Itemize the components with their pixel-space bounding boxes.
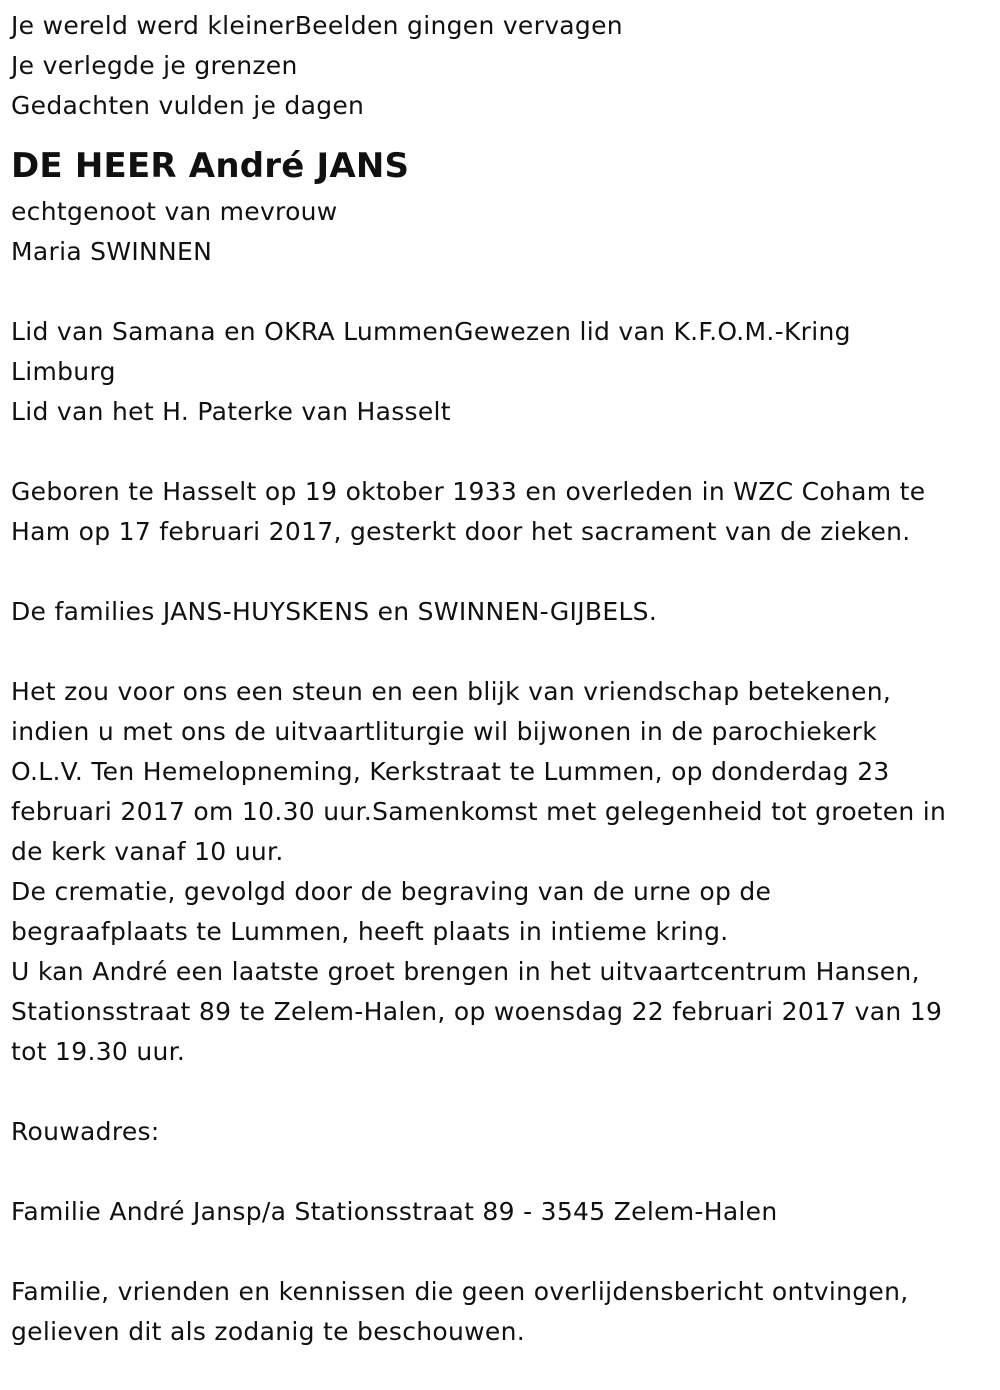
- poem-line: Je wereld werd kleinerBeelden gingen vervagen: [11, 11, 623, 40]
- spouse-line: echtgenoot van mevrouw: [11, 197, 338, 226]
- spouse-line: Maria SWINNEN: [11, 237, 213, 266]
- birth-death-info: [11, 472, 991, 552]
- address-label: Rouwadres:: [11, 1117, 160, 1146]
- ceremony-info: [11, 672, 991, 1072]
- poem-line: Gedachten vulden je dagen: [11, 91, 365, 120]
- poem-line: Je verlegde je grenzen: [11, 51, 298, 80]
- closing-line: gelieven dit als zodanig te beschouwen.: [11, 1317, 525, 1346]
- spacer: [11, 1072, 991, 1112]
- membership-line: Limburg: [11, 357, 116, 386]
- poem: [11, 6, 991, 126]
- spouse-info: [11, 192, 991, 272]
- birth-death-line: Ham op 17 februari 2017, gesterkt door het sacrament van de zieken.: [11, 517, 911, 546]
- ceremony-line: De crematie, gevolgd door de begraving van de urne op de: [11, 877, 772, 906]
- ceremony-line: Het zou voor ons een steun en een blijk van vriendschap betekenen,: [11, 677, 892, 706]
- memberships: [11, 312, 991, 432]
- ceremony-line: Stationsstraat 89 te Zelem-Halen, op woensdag 22 februari 2017 van 19: [11, 997, 943, 1026]
- closing-line: Familie, vrienden en kennissen die geen overlijdensbericht ontvingen,: [11, 1277, 909, 1306]
- deceased-name-heading: DE HEER André JANS: [11, 146, 410, 186]
- address-line: Familie André Jansp/a Stationsstraat 89 - 3545 Zelem-Halen: [11, 1197, 778, 1226]
- membership-line: Lid van Samana en OKRA LummenGewezen lid van K.F.O.M.-Kring: [11, 317, 851, 346]
- ceremony-line: indien u met ons de uitvaartliturgie wil bijwonen in de parochiekerk: [11, 717, 877, 746]
- spacer: [11, 552, 991, 592]
- spacer: [11, 432, 991, 472]
- closing-note: [11, 1272, 991, 1352]
- spacer: [11, 1152, 991, 1192]
- ceremony-line: U kan André een laatste groet brengen in het uitvaartcentrum Hansen,: [11, 957, 920, 986]
- obituary-document: [11, 6, 991, 1352]
- ceremony-line: begraafplaats te Lummen, heeft plaats in intieme kring.: [11, 917, 729, 946]
- families-line: De families JANS-HUYSKENS en SWINNEN-GIJBELS.: [11, 597, 658, 626]
- birth-death-line: Geboren te Hasselt op 19 oktober 1933 en overleden in WZC Coham te: [11, 477, 926, 506]
- spacer: [11, 272, 991, 312]
- spacer: [11, 632, 991, 672]
- membership-line: Lid van het H. Paterke van Hasselt: [11, 397, 451, 426]
- ceremony-line: O.L.V. Ten Hemelopneming, Kerkstraat te Lummen, op donderdag 23: [11, 757, 890, 786]
- ceremony-line: tot 19.30 uur.: [11, 1037, 186, 1066]
- ceremony-line: februari 2017 om 10.30 uur.Samenkomst met gelegenheid tot groeten in: [11, 797, 947, 826]
- ceremony-line: de kerk vanaf 10 uur.: [11, 837, 284, 866]
- spacer: [11, 1232, 991, 1272]
